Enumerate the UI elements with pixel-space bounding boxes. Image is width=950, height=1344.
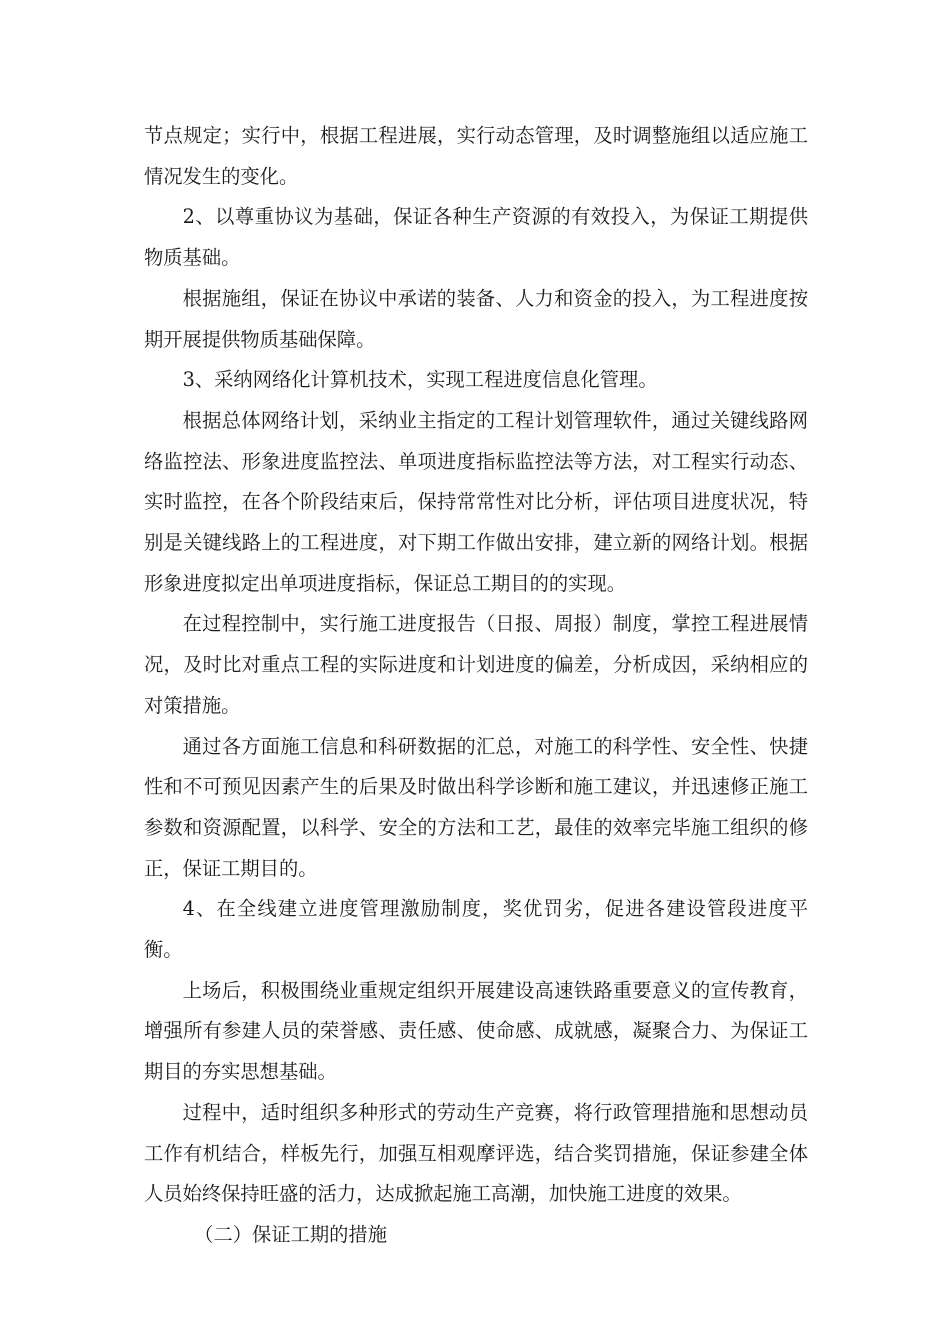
paragraph-8: 4、在全线建立进度管理激励制度，奖优罚劣，促进各建设管段进度平衡。 — [144, 897, 808, 962]
paragraph-5: 根据总体网络计划，采纳业主指定的工程计划管理软件，通过关键线路网络监控法、形象进度监控法、单项进度指标监控法等方法，对工程实行动态、实时监控，在各个阶段结束后，保持常常性对比分析，评估项目进度状况，特别是关键线路上的工程进度，对下期工作做出安排，建立新的网络计划。根据形象进度拟定出单项进度指标，保证总工期目的的实现。 — [144, 408, 808, 595]
paragraph-10: 过程中，适时组织多种形式的劳动生产竞赛，将行政管理措施和思想动员工作有机结合，样板先行，加强互相观摩评选，结合奖罚措施，保证参建全体人员始终保持旺盛的活力，达成掀起施工高潮，加快施工进度的效果。 — [144, 1100, 808, 1206]
paragraph-7: 通过各方面施工信息和科研数据的汇总，对施工的科学性、安全性、快捷性和不可预见因素产生的后果及时做出科学诊断和施工建议，并迅速修正施工参数和资源配置，以科学、安全的方法和工艺，最佳的效率完毕施工组织的修正，保证工期目的。 — [144, 734, 808, 880]
paragraph-1: 节点规定；实行中，根据工程进展，实行动态管理，及时调整施组以适应施工情况发生的变化。 — [144, 124, 808, 188]
paragraph-3: 根据施组，保证在协议中承诺的装备、人力和资金的投入，为工程进度按期开展提供物质基础保障。 — [144, 286, 808, 351]
paragraph-9: 上场后，积极围绕业重规定组织开展建设高速铁路重要意义的宣传教育，增强所有参建人员的荣誉感、责任感、使命感、成就感，凝聚合力、为保证工期目的夯实思想基础。 — [144, 978, 808, 1084]
paragraph-2: 2、以尊重协议为基础，保证各种生产资源的有效投入，为保证工期提供物质基础。 — [144, 205, 808, 270]
paragraph-4: 3、采纳网络化计算机技术，实现工程进度信息化管理。 — [182, 368, 658, 392]
section-heading: （二）保证工期的措施 — [194, 1222, 387, 1246]
paragraph-6: 在过程控制中，实行施工进度报告（日报、周报）制度，掌控工程进展情况，及时比对重点工程的实际进度和计划进度的偏差，分析成因，采纳相应的对策措施。 — [144, 612, 808, 717]
document-body — [144, 116, 808, 1256]
